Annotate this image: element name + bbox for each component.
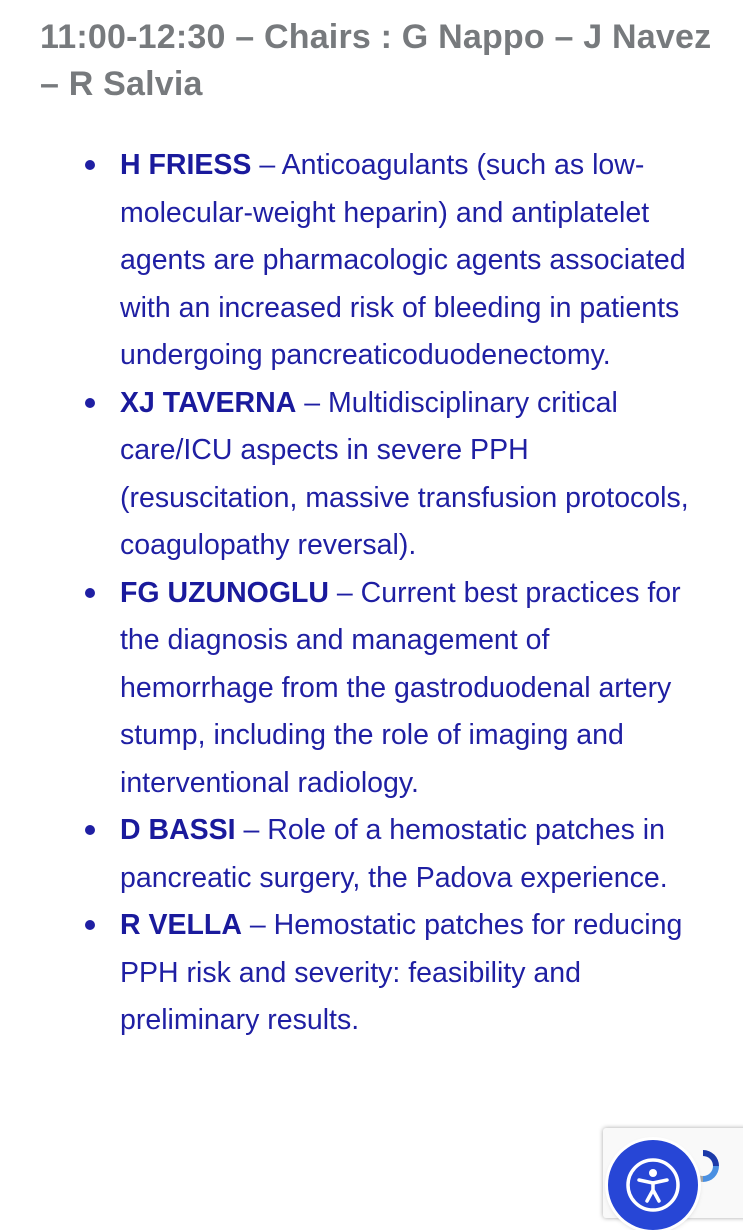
talk-item bbox=[0, 570, 743, 808]
bullet-icon bbox=[85, 920, 95, 930]
separator: – bbox=[328, 576, 361, 609]
talk-list bbox=[0, 142, 743, 1045]
talk-item bbox=[0, 902, 743, 1045]
talk-topic: Current best practices for the diagnosis and management of hemorrhage from the gastroduodenal artery stump, including the role of imaging and interventional radiology. bbox=[120, 576, 681, 799]
session-title: 11:00-12:30 – Chairs : G Nappo – J Navez – R Salvia bbox=[40, 18, 712, 103]
talk-item bbox=[0, 807, 743, 902]
separator: – bbox=[235, 814, 268, 846]
speaker-name: D BASSI bbox=[120, 814, 236, 846]
bullet-icon bbox=[85, 160, 95, 170]
accessibility-icon bbox=[624, 1156, 682, 1214]
speaker-name: R VELLA bbox=[120, 909, 242, 941]
speaker-name: H FRIESS bbox=[120, 149, 252, 181]
talk-topic: Anticoagulants (such as low-molecular-weight heparin) and antiplatelet agents are pharmacologic agents associated with an increased risk of bleeding in patients undergoing pancreaticoduodenectomy. bbox=[120, 149, 686, 371]
talk-topic: Role of a hemostatic patches in pancreatic surgery, the Padova experience. bbox=[120, 814, 668, 894]
bullet-icon bbox=[85, 825, 95, 835]
accessibility-button[interactable] bbox=[608, 1140, 698, 1230]
talk-topic: Multidisciplinary critical care/ICU aspects in severe PPH (resuscitation, massive transfusion protocols, coagulopathy reversal). bbox=[120, 386, 689, 561]
talk-topic: Hemostatic patches for reducing PPH risk and severity: feasibility and preliminary results. bbox=[120, 909, 683, 1036]
separator: – bbox=[241, 909, 274, 941]
speaker-name: XJ TAVERNA bbox=[120, 386, 297, 419]
bullet-icon bbox=[85, 398, 95, 408]
talk-item bbox=[0, 380, 743, 570]
speaker-name: FG UZUNOGLU bbox=[120, 576, 329, 609]
bullet-icon bbox=[85, 588, 95, 598]
separator: – bbox=[251, 149, 282, 181]
talk-item bbox=[0, 142, 743, 380]
separator: – bbox=[296, 386, 328, 419]
